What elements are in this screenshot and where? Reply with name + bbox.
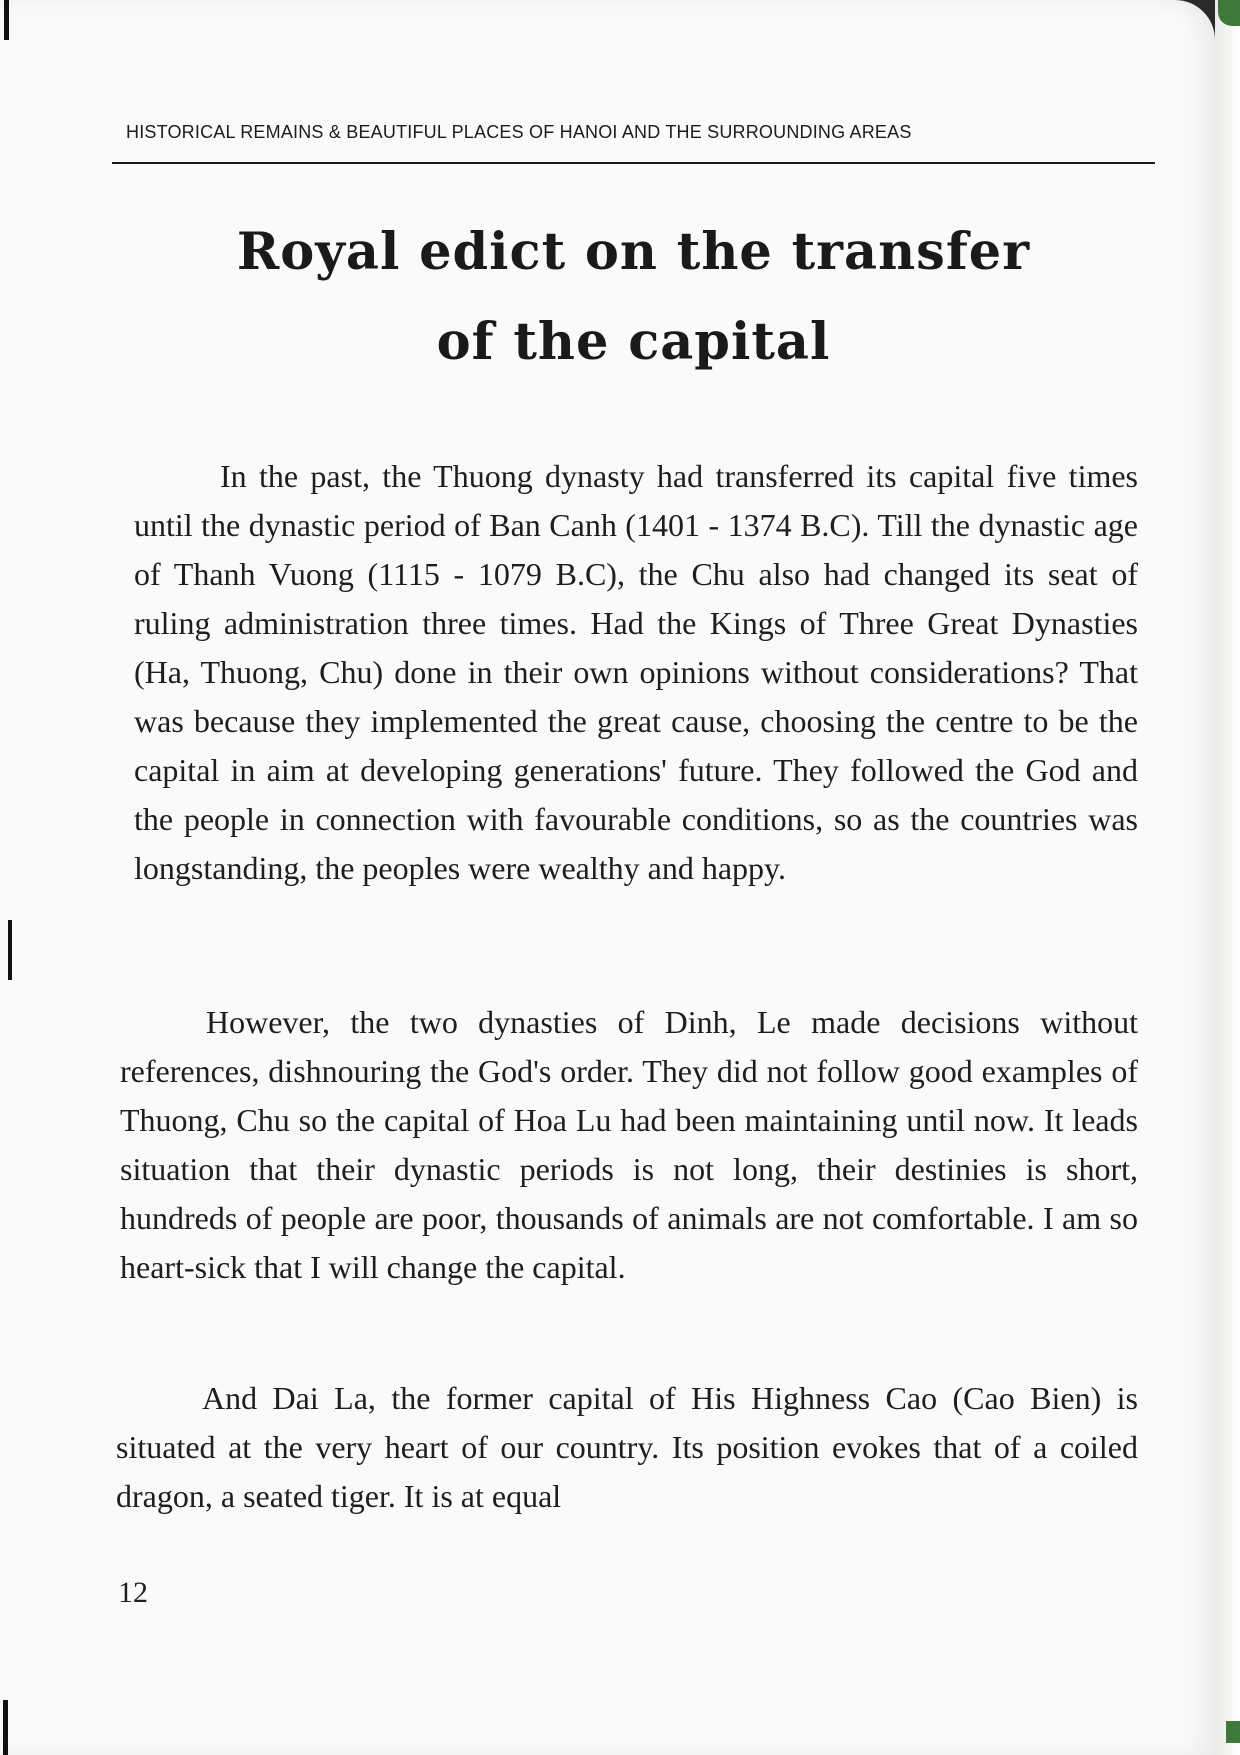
page-title-line-2: of the capital xyxy=(436,312,831,372)
header-divider xyxy=(112,162,1155,164)
page-right-edge xyxy=(1215,0,1240,1755)
scan-edge-mark-middle xyxy=(8,920,12,980)
paragraph-2: However, the two dynasties of Dinh, Le made decisions without references, dishnouring the God's order. They did not follow good examples of Thuong, Chu so the capital of Hoa Lu had been maintaining until now. It leads situation that their dynastic periods is not long, their destinies is short, hundreds of people are poor, thousands of animals are not comfortable. I am so heart-sick that I will change the capital. xyxy=(120,1004,1138,1285)
running-header: HISTORICAL REMAINS & BEAUTIFUL PLACES OF HANOI AND THE SURROUNDING AREAS xyxy=(126,122,912,142)
paragraph-3: And Dai La, the former capital of His Highness Cao (Cao Bien) is situated at the very heart of our country. Its position evokes that of a coiled dragon, a seated tiger. It is at equal xyxy=(116,1380,1138,1514)
page-number: 12 xyxy=(118,1576,148,1609)
scan-edge-mark-top xyxy=(4,0,9,40)
edge-tab-top xyxy=(1218,0,1240,26)
edge-tab-bottom xyxy=(1226,1721,1240,1743)
paragraph-1: In the past, the Thuong dynasty had transferred its capital five times until the dynastic period of Ban Canh (1401 - 1374 B.C). Till the dynastic age of Thanh Vuong (1115 - 1079 B.C), the Chu also had changed its seat of ruling administration three times. Had the Kings of Three Great Dynasties (Ha, Thuong, Chu) done in their own opinions without considerations? That was because they implemented the great cause, choosing the centre to be the capital in aim at developing generations' future. They followed the God and the people in connection with favourable conditions, so as the countries was longstanding, the peoples were wealthy and happy. xyxy=(134,458,1138,886)
page-title-line-1: Royal edict on the transfer xyxy=(236,222,1031,282)
scan-edge-mark-bottom xyxy=(3,1700,8,1755)
